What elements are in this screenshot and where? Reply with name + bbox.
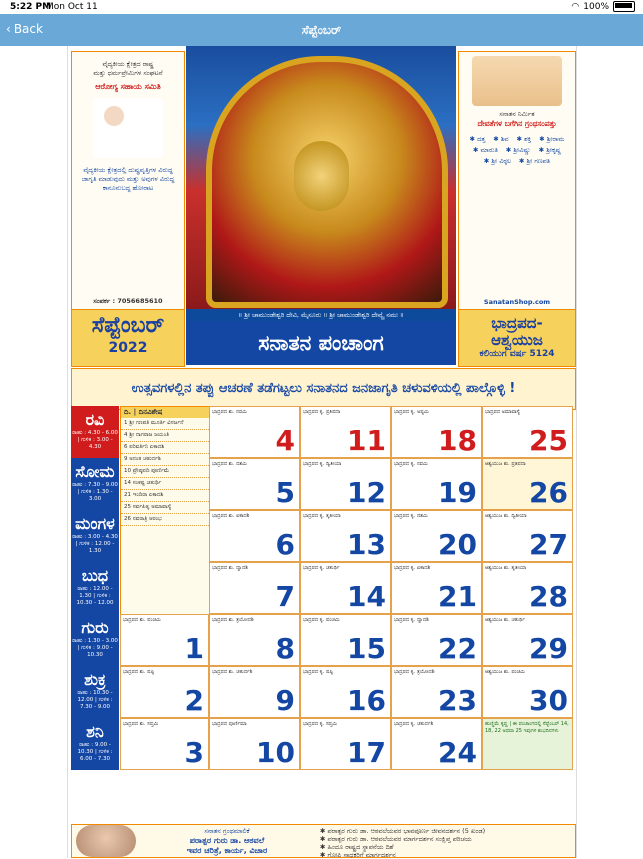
sadhu-illustration <box>472 56 562 106</box>
date-tithi: ಭಾದ್ರಪದ ಶು. ದಶಮಿ <box>212 461 247 467</box>
notes-list <box>121 418 209 526</box>
right-items <box>459 135 575 166</box>
date-cell-16[interactable] <box>300 666 391 718</box>
date-cell-30[interactable] <box>482 666 573 718</box>
nav-title: ಸೆಪ್ಟೆಂಬರ್ <box>301 23 342 37</box>
date-tithi: ಭಾದ್ರಪದ ಶು. ತ್ರಯೋದಶಿ <box>212 617 254 623</box>
month-box <box>71 309 185 367</box>
calendar-grid <box>71 406 574 822</box>
bhadra-line3: ಕಲಿಯುಗ ವರ್ಷ 5124 <box>479 349 555 359</box>
date-number: 14 <box>347 580 386 613</box>
book-item: ✱ ಶ್ರೀರಾಮ <box>539 135 565 143</box>
weekday-name: ಶುಕ್ರ <box>84 670 106 689</box>
month-name: ಸೆಪ್ಟೆಂಬರ್ <box>91 313 165 338</box>
book-item: ✱ ಮಾರುತಿ <box>472 146 498 154</box>
note-item: 6 ಪರಿವರ್ತಿನಿ ಏಕಾದಶಿ <box>121 442 209 454</box>
note-cell <box>482 718 573 770</box>
note-item: 21 ಇಂದಿರಾ ಏಕಾದಶಿ <box>121 490 209 502</box>
right-line1: ಸನಾತನ ನಿರ್ಮಿತ <box>499 110 535 118</box>
status-bar <box>0 0 643 14</box>
date-number: 26 <box>529 476 568 509</box>
date-cell-18[interactable] <box>391 406 482 458</box>
bottom-list <box>320 827 570 859</box>
weekday-times: ರಾಹು : 10.30 - 12.00 | ಗುಳಿಕ : 7.30 - 9.00 <box>77 690 113 710</box>
date-number: 27 <box>529 528 568 561</box>
bhadra-line1: ಭಾದ್ರಪದ- <box>491 314 543 332</box>
weekday-times: ರಾಹು : 7.30 - 9.00 | ಗುಳಿಕ : 1.30 - 3.00 <box>72 482 118 502</box>
date-number: 10 <box>256 736 295 769</box>
date-cell-5[interactable] <box>209 458 300 510</box>
date-cell-10[interactable] <box>209 718 300 770</box>
date-cell-19[interactable] <box>391 458 482 510</box>
date-cell-11[interactable] <box>300 406 391 458</box>
date-cell-29[interactable] <box>482 614 573 666</box>
date-cell-12[interactable] <box>300 458 391 510</box>
weekday-name: ಬುಧ <box>81 566 109 585</box>
date-number: 3 <box>184 736 204 769</box>
date-tithi: ಭಾದ್ರಪದ ಕೃ. ಸಪ್ತಮಿ <box>303 721 338 727</box>
date-cell-23[interactable] <box>391 666 482 718</box>
book-item: ✱ ಶಿವ <box>493 135 509 143</box>
date-tithi: ಭಾದ್ರಪದ ಶು. ಷಷ್ಠಿ <box>123 669 154 675</box>
bhadra-box <box>458 309 576 367</box>
date-cell-13[interactable] <box>300 510 391 562</box>
date-number: 5 <box>275 476 295 509</box>
date-tithi: ಭಾದ್ರಪದ ಶು. ದ್ವಾದಶಿ <box>212 565 249 571</box>
date-tithi: ಭಾದ್ರಪದ ಕೃ. ಏಕಾದಶಿ <box>394 565 431 571</box>
weekday-2 <box>71 510 119 562</box>
bottom-banner <box>71 824 576 858</box>
date-tithi: ಭಾದ್ರಪದ ಕೃ. ಪ್ರತಿಪದಾ <box>303 409 341 415</box>
date-cell-7[interactable] <box>209 562 300 614</box>
status-time: 5:22 PM <box>10 2 52 12</box>
left-line2: ಮತ್ತು ಧರ್ಮಪ್ರೇಮಿಗಳ ಸಂಘಟನೆ <box>93 69 163 77</box>
date-number: 2 <box>184 684 204 717</box>
weekday-6 <box>71 718 119 770</box>
book-item: ✱ ಶಕ್ತಿ <box>516 135 532 143</box>
date-number: 12 <box>347 476 386 509</box>
date-tithi: ಭಾದ್ರಪದ ಕೃ. ಷಷ್ಠಿ <box>303 669 333 675</box>
date-number: 30 <box>529 684 568 717</box>
doctors-illustration <box>93 98 163 158</box>
weekday-name: ಗುರು <box>81 618 109 637</box>
month-year: 2022 <box>108 340 148 356</box>
date-number: 23 <box>438 684 477 717</box>
weekday-times: ರಾಹು : 12.00 - 1.30 | ಗುಳಿಕ : 10.30 - 12.00 <box>76 586 114 606</box>
date-cell-2[interactable] <box>120 666 209 718</box>
book-item: ✱ ದತ್ತ <box>469 135 486 143</box>
date-number: 6 <box>275 528 295 561</box>
date-number: 15 <box>347 632 386 665</box>
date-tithi: ಭಾದ್ರಪದ ಕೃ. ದ್ವಾದಶಿ <box>394 617 429 623</box>
weekday-times: ರಾಹು : 3.00 - 4.30 | ಗುಳಿಕ : 12.00 - 1.30 <box>72 534 118 554</box>
right-info-box <box>458 51 576 311</box>
note-item: 9 ಅನಂತ ಚತುರ್ದಶಿ <box>121 454 209 466</box>
date-number: 28 <box>529 580 568 613</box>
wifi-icon: ◠ <box>571 1 580 12</box>
weekday-name: ಮಂಗಳ <box>75 514 115 533</box>
note-item: 14 ಸಂಕಷ್ಟ ಚತುರ್ಥಿ <box>121 478 209 490</box>
weekday-times: ರಾಹು : 9.00 - 10.30 | ಗುಳಿಕ : 6.00 - 7.30 <box>77 742 113 762</box>
bottom-mid2: ಪರಾತ್ಪರ ಗುರು ಡಾ. ಆಠವಲೆ <box>189 836 265 845</box>
date-cell-15[interactable] <box>300 614 391 666</box>
date-cell-28[interactable] <box>482 562 573 614</box>
chevron-left-icon: ‹ <box>6 22 11 36</box>
date-number: 9 <box>275 684 295 717</box>
date-cell-25[interactable] <box>482 406 573 458</box>
date-number: 18 <box>438 424 477 457</box>
date-tithi: ಆಶ್ವಯುಜ ಶು. ತೃತೀಯಾ <box>485 565 527 571</box>
date-tithi: ಭಾದ್ರಪದ ಕೃ. ತೃತೀಯಾ <box>303 513 341 519</box>
note-item: 4 ಶ್ರೀ ನಾಗರಾಜ ಜಯಂತಿ <box>121 430 209 442</box>
book-item: ✱ ಶ್ರೀಕೃಷ್ಣ <box>538 146 562 154</box>
bottom-mid1: ಸನಾತನ ಗ್ರಂಥಮಾಲಿಕೆ <box>204 827 250 835</box>
date-tithi: ಆಶ್ವಯುಜ ಶು. ದ್ವಿತೀಯಾ <box>485 513 527 519</box>
weekday-name: ರವಿ <box>85 410 105 429</box>
date-cell-24[interactable] <box>391 718 482 770</box>
date-number: 8 <box>275 632 295 665</box>
battery-percent: 100% <box>583 1 609 12</box>
date-cell-20[interactable] <box>391 510 482 562</box>
date-number: 11 <box>347 424 386 457</box>
book-item: ✱ ಶ್ರೀವಿಷ್ಣು <box>505 146 531 154</box>
panchanga-title: ಸನಾತನ ಪಂಚಾಂಗ <box>186 321 456 365</box>
slogan-banner: ಉತ್ಸವಗಳಲ್ಲಿನ ತಪ್ಪು ಆಚರಣೆ ತಡೆಗಟ್ಟಲು ಸನಾತನದ ಜನಜಾಗೃತಿ ಚಳುವಳಿಯಲ್ಲಿ ಪಾಲ್ಗೊಳ್ಳಿ ! <box>71 368 576 410</box>
date-tithi: ಭಾದ್ರಪದ ಕೃ. ದಶಮಿ <box>394 513 428 519</box>
date-tithi: ಭಾದ್ರಪದ ಶು. ನವಮಿ <box>212 409 247 415</box>
date-number: 19 <box>438 476 477 509</box>
date-number: 20 <box>438 528 477 561</box>
bottom-list-item: ✱ ಹಿಂದೂ ರಾಷ್ಟ್ರದ ಸ್ಥಾಪನೆಯ ದಿಶೆ <box>320 843 394 851</box>
deity-caption: ॥ ಶ್ರೀ ಚಾಮುಂಡೇಶ್ವರಿ ದೇವಿ, ಮೈಸೂರು ॥ ಶ್ರೀ ಚಾಮುಂಡೇಶ್ವರಿ ದೇವ್ಯೈ ನಮಃ ॥ <box>186 309 456 321</box>
status-right <box>571 1 635 12</box>
date-cell-22[interactable] <box>391 614 482 666</box>
left-body: ವೈದ್ಯಕೀಯ ಕ್ಷೇತ್ರದಲ್ಲಿ ದುಷ್ಪ್ರವೃತ್ತಿಗಳ ವಿರುದ್ಧ ಜಾಗೃತಿ ಮಾಡುವುದು ಮತ್ತು ಅವುಗಳ ವಿರುದ್ಧ ಕಾನೂನುಬದ್ಧ ಹೋರಾಟ <box>81 166 175 192</box>
date-number: 4 <box>275 424 295 457</box>
date-cell-26[interactable] <box>482 458 573 510</box>
date-number: 1 <box>184 632 204 665</box>
date-tithi: ಭಾದ್ರಪದ ಶು. ಏಕಾದಶಿ <box>212 513 250 519</box>
status-date: Mon Oct 11 <box>46 2 98 12</box>
date-number: 7 <box>275 580 295 613</box>
date-cell-1[interactable] <box>120 614 209 666</box>
date-tithi: ಭಾದ್ರಪದ ಕೃ. ಪಂಚಮಿ <box>303 617 340 623</box>
date-cell-8[interactable] <box>209 614 300 666</box>
date-number: 21 <box>438 580 477 613</box>
bottom-mid <box>142 827 312 856</box>
left-contact: ಸಂಪರ್ಕ : 7056685610 <box>93 297 163 305</box>
date-cell-14[interactable] <box>300 562 391 614</box>
date-cell-21[interactable] <box>391 562 482 614</box>
note-item: 25 ಸರ್ವಪಿತೃ ಅಮಾವಾಸ್ಯೆ <box>121 502 209 514</box>
date-tithi: ಭಾದ್ರಪದ ಕೃ. ಚತುರ್ದಶಿ <box>394 721 434 727</box>
weekday-times: ರಾಹು : 1.30 - 3.00 | ಗುಳಿಕ : 9.00 - 10.30 <box>72 638 118 658</box>
bottom-list-item: ✱ ಗೋಪಿ ಸಾಧಕರಿಗೆ ಮಾರ್ಗದರ್ಶನ <box>320 851 396 859</box>
right-site[interactable]: SanatanShop.com <box>483 298 551 306</box>
date-tithi: ಭಾದ್ರಪದ ಅಮಾವಾಸ್ಯೆ <box>485 409 520 415</box>
left-info-box <box>71 51 185 311</box>
weekday-name: ಶನಿ <box>86 722 104 741</box>
right-line2: ದೇವತೆಗಳ ಬಗೆಗಿನ ಗ್ರಂಥಸಂಪತ್ತು <box>477 119 557 128</box>
date-tithi: ಭಾದ್ರಪದ ಕೃ. ಚತುರ್ಥಿ <box>303 565 340 571</box>
date-number: 17 <box>347 736 386 769</box>
bottom-list-item: ✱ ಪರಾತ್ಪರ ಗುರು ಡಾ. ಆಠವಲೆಯವರ ಭಾವಪೂರ್ಣ ಜೀವನದರ್ಶನ (5 ಖಂಡ) <box>320 827 486 835</box>
calendar-page[interactable] <box>67 46 577 858</box>
left-org: ಆರೋಗ್ಯ ಸಹಾಯ ಸಮಿತಿ <box>95 82 161 91</box>
date-number: 29 <box>529 632 568 665</box>
date-tithi: ಭಾದ್ರಪದ ಶು. ಚತುರ್ದಶಿ <box>212 669 253 675</box>
date-cell-27[interactable] <box>482 510 573 562</box>
date-tithi: ಭಾದ್ರಪದ ಕೃ. ದ್ವಿತೀಯಾ <box>303 461 342 467</box>
weekday-name: ಸೋಮ <box>75 462 115 481</box>
nav-bar <box>0 14 643 46</box>
bottom-mid3: ಇವರ ಚರಿತ್ರೆ, ಕಾರ್ಯ, ವಿಚಾರ <box>186 846 268 855</box>
date-tithi: ಭಾದ್ರಪದ ಪೂರ್ಣಿಮಾ <box>212 721 247 727</box>
date-tithi: ಭಾದ್ರಪದ ಶು. ಸಪ್ತಮಿ <box>123 721 159 727</box>
date-number: 25 <box>529 424 568 457</box>
weekday-times: ರಾಹು : 4.30 - 6.00 | ಗುಳಿಕ : 3.00 - 4.30 <box>72 430 118 450</box>
left-line1: ವೈದ್ಯಕೀಯ ಕ್ಷೇತ್ರದ ರಾಷ್ಟ್ರ <box>102 60 154 68</box>
date-tithi: ಭಾದ್ರಪದ ಕೃ. ಅಷ್ಟಮಿ <box>394 409 429 415</box>
date-tithi: ಭಾದ್ರಪದ ಕೃ. ತ್ರಯೋದಶಿ <box>394 669 435 675</box>
date-cell-4[interactable] <box>209 406 300 458</box>
notes-title: ದಿ. | ದಿನವಿಶೇಷ <box>121 407 209 418</box>
date-cell-17[interactable] <box>300 718 391 770</box>
battery-icon <box>613 1 635 12</box>
date-tithi: ಭಾದ್ರಪದ ಕೃ. ನವಮಿ <box>394 461 428 467</box>
date-cell-6[interactable] <box>209 510 300 562</box>
green-note-text: ಹುಣ್ಣಿಮೆ ಕೃಷ್ಣ | ಈ ಪಂಚಾಂಗದಲ್ಲಿ ಸೆಪ್ಟೆಂಬರ್ 14, 18, 22 ಅಥವಾ 25 ಇವುಗಳ ಶುಭದಿನಗಳು <box>485 721 569 734</box>
note-item: 10 ಪ್ರೌಷ್ಠಪದಿ ಪೂರ್ಣಿಮೆ <box>121 466 209 478</box>
bottom-list-item: ✱ ಪರಾತ್ಪರ ಗುರು ಡಾ. ಆಠವಲೆಯವರ ಮಾರ್ಗದರ್ಶನ ಸಂಕ್ಷಿಪ್ತ ಪರಿಚಯ <box>320 835 472 843</box>
date-tithi: ಆಶ್ವಯುಜ ಶು. ಚತುರ್ಥಿ <box>485 617 525 623</box>
deity-image <box>186 46 456 309</box>
weekday-4 <box>71 614 119 666</box>
date-number: 24 <box>438 736 477 769</box>
note-item: 26 ನವರಾತ್ರಿ ಆರಂಭ <box>121 514 209 526</box>
date-number: 13 <box>347 528 386 561</box>
weekday-3 <box>71 562 119 614</box>
weekday-0 <box>71 406 119 458</box>
book-item: ✱ ಶ್ರೀ ವಿಠ್ಠಲ <box>483 157 512 165</box>
weekday-1 <box>71 458 119 510</box>
weekday-5 <box>71 666 119 718</box>
date-tithi: ಭಾದ್ರಪದ ಶು. ಪಂಚಮಿ <box>123 617 161 623</box>
back-label: Back <box>13 22 43 36</box>
date-cell-3[interactable] <box>120 718 209 770</box>
deity-face <box>294 141 349 211</box>
bhadra-line2: ಆಶ್ವಯುಜ <box>491 331 543 349</box>
date-number: 16 <box>347 684 386 717</box>
date-tithi: ಆಶ್ವಯುಜ ಶು. ಪ್ರತಿಪದಾ <box>485 461 526 467</box>
note-item: 1 ಶ್ರೀ ಗಣಪತಿ ಮೂರ್ತಿ ವಿಸರ್ಜನೆ <box>121 418 209 430</box>
date-tithi: ಆಶ್ವಯುಜ ಶು. ಪಂಚಮಿ <box>485 669 525 675</box>
guru-photo <box>76 825 136 857</box>
date-number: 22 <box>438 632 477 665</box>
date-cell-9[interactable] <box>209 666 300 718</box>
book-item: ✱ ಶ್ರೀ ಗಣಪತಿ <box>519 157 551 165</box>
